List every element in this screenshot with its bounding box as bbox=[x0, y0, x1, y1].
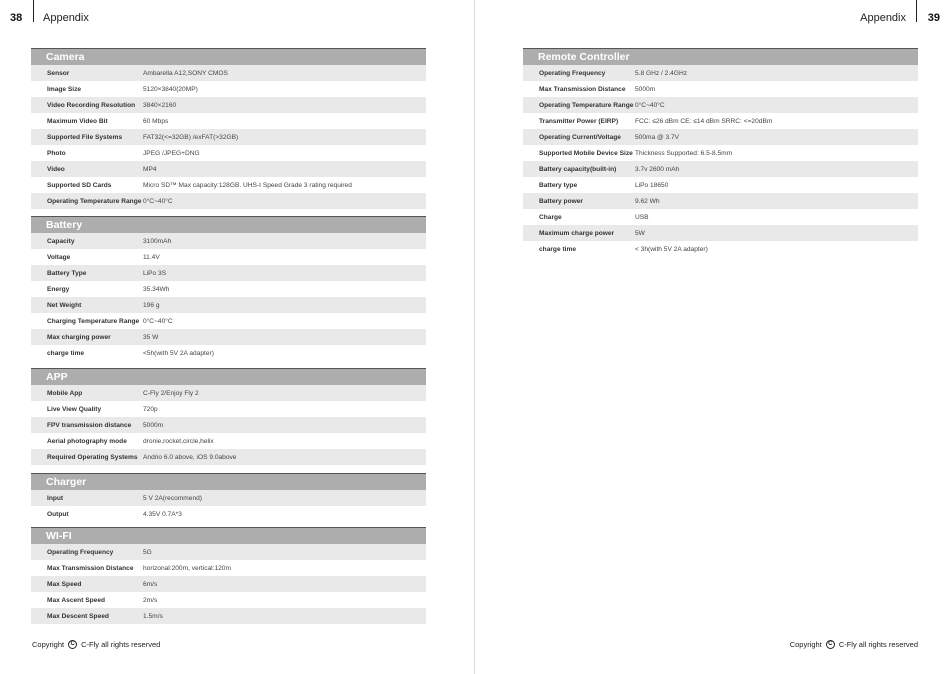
header-divider bbox=[33, 0, 34, 22]
app-section bbox=[31, 368, 426, 465]
page-title: Appendix bbox=[43, 12, 89, 24]
spec-label: Transmitter Power (EIRP) bbox=[539, 117, 619, 125]
spec-row bbox=[31, 345, 426, 361]
spec-value: Ambarella A12,SONY CMOS bbox=[143, 69, 228, 77]
spec-table bbox=[31, 65, 426, 209]
copyright-label: Copyright bbox=[32, 640, 65, 649]
section-heading: Charger bbox=[31, 473, 426, 490]
spec-row bbox=[31, 65, 426, 81]
spec-value: FCC: ≤26 dBm CE: ≤14 dBm SRRC: <=20dBm bbox=[635, 117, 773, 125]
spec-row bbox=[31, 592, 426, 608]
spec-value: Thickness Supported: 6.5-8.5mm bbox=[635, 149, 733, 157]
spec-row bbox=[31, 249, 426, 265]
spec-value: 720p bbox=[143, 405, 158, 413]
spec-label: Sensor bbox=[47, 69, 70, 77]
wifi-section bbox=[31, 527, 426, 624]
right-page bbox=[475, 0, 950, 674]
spec-label: Mobile App bbox=[47, 389, 83, 397]
spec-row bbox=[31, 113, 426, 129]
spec-value: 3.7v 2600 mAh bbox=[635, 165, 680, 173]
spec-value: 0°C~40°C bbox=[635, 101, 665, 109]
spec-value: 196 g bbox=[143, 301, 160, 309]
spec-table bbox=[523, 65, 918, 257]
spec-label: charge time bbox=[539, 245, 577, 253]
spec-table bbox=[31, 233, 426, 361]
spec-label: Maximum charge power bbox=[539, 229, 615, 237]
spec-row bbox=[31, 281, 426, 297]
spec-row bbox=[31, 449, 426, 465]
spec-label: Live View Quality bbox=[47, 405, 102, 413]
spec-value: 5 V 2A(recommend) bbox=[143, 494, 202, 502]
spec-value: 4.35V 0.7A*3 bbox=[143, 510, 182, 518]
spec-value: Andrio 6.0 above, iOS 9.0above bbox=[143, 453, 237, 461]
spec-label: Supported Mobile Device Size bbox=[539, 149, 633, 157]
spec-label: Capacity bbox=[47, 237, 75, 245]
spec-value: MP4 bbox=[143, 165, 157, 173]
spec-row bbox=[31, 329, 426, 345]
spec-label: Battery capacity(built-in) bbox=[539, 165, 617, 173]
spec-row bbox=[523, 145, 918, 161]
spec-row bbox=[31, 313, 426, 329]
charger-section bbox=[31, 473, 426, 522]
spec-label: FPV transmission distance bbox=[47, 421, 132, 429]
spec-label: Voltage bbox=[47, 253, 71, 261]
spec-label: Max charging power bbox=[47, 333, 111, 341]
spec-label: charge time bbox=[47, 349, 85, 357]
spec-value: LiPo 18650 bbox=[635, 181, 669, 189]
spec-row bbox=[523, 193, 918, 209]
spec-table bbox=[31, 385, 426, 465]
spec-row bbox=[31, 145, 426, 161]
spec-row bbox=[31, 576, 426, 592]
spec-label: Operating Frequency bbox=[47, 548, 114, 556]
spec-row bbox=[31, 401, 426, 417]
spec-label: Aerial photography mode bbox=[47, 437, 127, 445]
spec-value: < 3h(with 5V 2A adapter) bbox=[635, 245, 708, 253]
spec-table bbox=[31, 490, 426, 522]
spec-value: 5.8 GHz / 2.4GHz bbox=[635, 69, 688, 77]
section-heading: WI-FI bbox=[31, 527, 426, 544]
spec-label: Operating Frequency bbox=[539, 69, 606, 77]
section-heading: Remote Controller bbox=[523, 48, 918, 65]
spec-value: 5G bbox=[143, 548, 152, 556]
spec-row bbox=[31, 265, 426, 281]
battery-section bbox=[31, 216, 426, 361]
spec-value: USB bbox=[635, 213, 649, 221]
section-heading: Camera bbox=[31, 48, 426, 65]
spec-value: C-Fly 2/Enjoy Fly 2 bbox=[143, 389, 199, 397]
spec-value: Micro SD™ Max capacity:128GB. UHS-I Speed Grade 3 rating required bbox=[143, 181, 352, 189]
page-number: 39 bbox=[927, 12, 940, 24]
spec-label: Supported File Systems bbox=[47, 133, 123, 141]
spec-value: dronie,rocket,circle,helix bbox=[143, 437, 214, 445]
spec-row bbox=[31, 129, 426, 145]
spec-row bbox=[31, 81, 426, 97]
spec-value: 9.62 Wh bbox=[635, 197, 660, 205]
spec-label: Max Ascent Speed bbox=[47, 596, 106, 604]
spec-value: JPEG /JPEG+DNG bbox=[143, 149, 200, 157]
spec-label: Output bbox=[47, 510, 69, 518]
spec-label: Charge bbox=[539, 213, 562, 221]
spec-table bbox=[31, 544, 426, 624]
spec-value: 5W bbox=[635, 229, 645, 237]
spec-row bbox=[31, 506, 426, 522]
spec-value: FAT32(<=32GB) /exFAT(>32GB) bbox=[143, 133, 239, 141]
copyright-label: Copyright bbox=[789, 640, 822, 649]
spec-value: 60 Mbps bbox=[143, 117, 169, 125]
spec-label: Image Size bbox=[47, 85, 82, 93]
spec-row bbox=[523, 81, 918, 97]
spec-value: 5000m bbox=[635, 85, 656, 93]
spec-row bbox=[31, 560, 426, 576]
spec-value: 5000m bbox=[143, 421, 164, 429]
spec-label: Required Operating Systems bbox=[47, 453, 138, 461]
header-divider bbox=[916, 0, 917, 22]
copyright-brand: C-Fly all rights reserved bbox=[838, 640, 918, 649]
spec-value: 35.34Wh bbox=[143, 285, 170, 293]
spec-label: Video Recording Resolution bbox=[47, 101, 136, 109]
spec-row bbox=[31, 417, 426, 433]
spec-label: Charging Temperature Range bbox=[47, 317, 140, 325]
spec-row bbox=[31, 544, 426, 560]
spec-row bbox=[31, 385, 426, 401]
spec-row bbox=[523, 65, 918, 81]
spec-value: 5120×3840(20MP) bbox=[143, 85, 198, 93]
spec-row bbox=[31, 97, 426, 113]
spec-label: Battery type bbox=[539, 181, 578, 189]
spec-label: Supported SD Cards bbox=[47, 181, 112, 189]
copyright-footer bbox=[790, 640, 918, 649]
spec-label: Net Weight bbox=[47, 301, 82, 309]
spec-value: 6m/s bbox=[143, 580, 158, 588]
spec-value: <5h(with 5V 2A adapter) bbox=[143, 349, 214, 357]
spec-row bbox=[31, 233, 426, 249]
spec-value: 3840×2160 bbox=[143, 101, 177, 109]
spec-row bbox=[31, 193, 426, 209]
spec-label: Energy bbox=[47, 285, 70, 293]
copyright-footer bbox=[32, 640, 160, 649]
spec-value: 1.5m/s bbox=[143, 612, 163, 620]
spec-label: Operating Temperature Range bbox=[539, 101, 634, 109]
copyright-icon: C bbox=[826, 640, 835, 649]
page-title: Appendix bbox=[860, 12, 906, 24]
spec-value: 11.4V bbox=[143, 253, 160, 261]
spec-label: Battery Type bbox=[47, 269, 87, 277]
spec-label: Operating Current/Voltage bbox=[539, 133, 621, 141]
spec-label: Max Transmission Distance bbox=[47, 564, 134, 572]
section-heading: Battery bbox=[31, 216, 426, 233]
spec-value: 0°C~40°C bbox=[143, 197, 173, 205]
spec-row bbox=[31, 433, 426, 449]
spec-label: Battery power bbox=[539, 197, 583, 205]
spec-row bbox=[31, 297, 426, 313]
spec-row bbox=[31, 177, 426, 193]
spec-value: 3100mAh bbox=[143, 237, 172, 245]
spec-row bbox=[523, 161, 918, 177]
spec-value: 0°C~40°C bbox=[143, 317, 173, 325]
spec-label: Operating Temperature Range bbox=[47, 197, 142, 205]
spec-row bbox=[31, 608, 426, 624]
spec-value: 35 W bbox=[143, 333, 159, 341]
spec-row bbox=[523, 241, 918, 257]
section-heading: APP bbox=[31, 368, 426, 385]
spec-row bbox=[523, 225, 918, 241]
spec-label: Video bbox=[47, 165, 65, 173]
spec-label: Photo bbox=[47, 149, 66, 157]
spec-label: Max Transmission Distance bbox=[539, 85, 626, 93]
spec-row bbox=[523, 129, 918, 145]
copyright-icon: C bbox=[68, 640, 77, 649]
spec-label: Maximum Video Bit bbox=[47, 117, 108, 125]
remote-controller-section bbox=[523, 48, 918, 257]
spec-value: 2m/s bbox=[143, 596, 158, 604]
spec-row bbox=[523, 97, 918, 113]
spec-value: LiPo 3S bbox=[143, 269, 167, 277]
spec-row bbox=[523, 177, 918, 193]
spec-row bbox=[523, 113, 918, 129]
spec-label: Input bbox=[47, 494, 64, 502]
camera-section bbox=[31, 48, 426, 209]
spec-label: Max Descent Speed bbox=[47, 612, 109, 620]
spec-label: Max Speed bbox=[47, 580, 82, 588]
spec-value: horizonal:200m, vertical:120m bbox=[143, 564, 231, 572]
spec-value: 500ma @ 3.7V bbox=[635, 133, 680, 141]
spec-row bbox=[31, 161, 426, 177]
page-number: 38 bbox=[10, 12, 23, 24]
spec-row bbox=[31, 490, 426, 506]
spec-row bbox=[523, 209, 918, 225]
copyright-brand: C-Fly all rights reserved bbox=[81, 640, 161, 649]
